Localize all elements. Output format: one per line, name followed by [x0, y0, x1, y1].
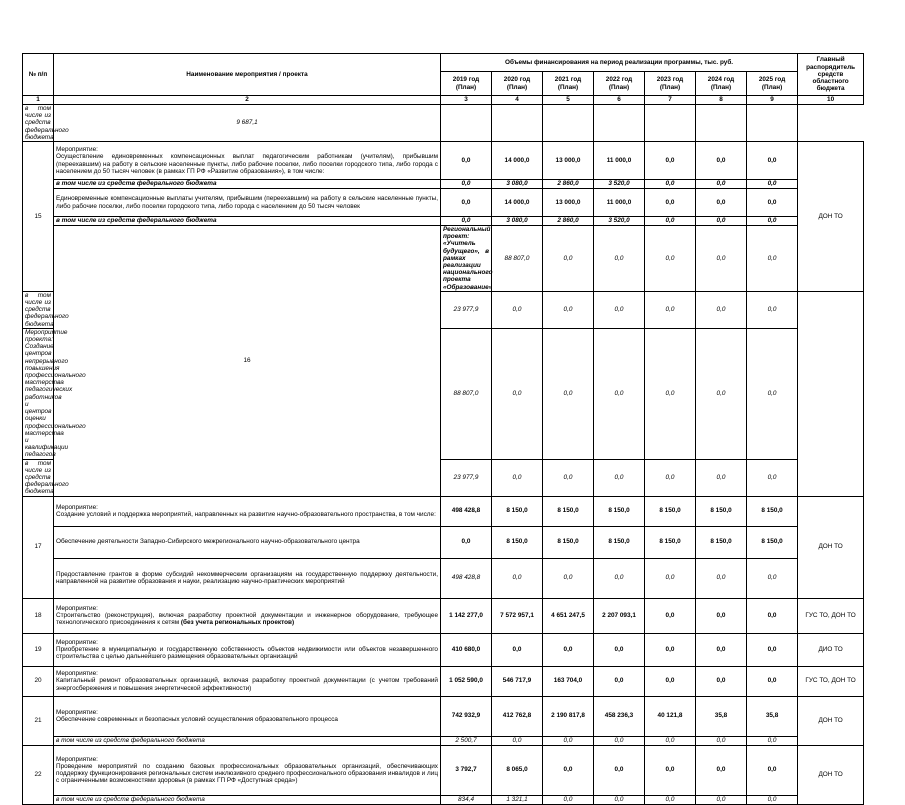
table-row [23, 696, 864, 736]
funding-value: 0,0 [645, 189, 696, 217]
funding-value: 0,0 [645, 598, 696, 633]
row-number: 15 [23, 142, 54, 292]
funding-value: 0,0 [492, 633, 543, 666]
funding-value: 4 651 247,5 [543, 598, 594, 633]
funding-value: 0,0 [594, 558, 645, 598]
funding-value: 546 717,9 [492, 666, 543, 696]
row-number: 20 [23, 666, 54, 696]
table-row [23, 526, 864, 558]
column-index: 3 [441, 96, 492, 105]
funding-value: 0,0 [747, 328, 798, 459]
column-index: 8 [696, 96, 747, 105]
funding-value: 0,0 [747, 189, 798, 217]
table-row [23, 795, 864, 804]
funding-value: 0,0 [645, 226, 696, 292]
funding-value: 0,0 [441, 142, 492, 180]
funding-value: 0,0 [441, 526, 492, 558]
table-row [23, 736, 864, 745]
funding-value: 742 932,9 [441, 696, 492, 736]
header-name: Наименование мероприятия / проекта [54, 54, 441, 96]
funding-value: 0,0 [747, 142, 798, 180]
row-number: 16 [54, 226, 441, 497]
funding-value: 0,0 [696, 226, 747, 292]
funding-value: 2 500,7 [441, 736, 492, 745]
activity-name: Мероприятие: Строительство (реконструкция), включая разработку проектной документации и инженерное оборудование, требующее технологического присоединения к сетям (без учета региональных проектов) [54, 598, 441, 633]
funding-value: 0,0 [594, 795, 645, 804]
table-row [23, 558, 864, 598]
funding-value: 8 150,0 [492, 526, 543, 558]
funding-value: 8 150,0 [747, 526, 798, 558]
funding-value: 0,0 [492, 736, 543, 745]
funding-value: 0,0 [696, 291, 747, 328]
funding-value: 0,0 [696, 459, 747, 496]
header-year: 2020 год (План) [492, 72, 543, 96]
funding-value: 3 792,7 [441, 745, 492, 795]
row-number: 21 [23, 696, 54, 745]
activity-name: в том числе из средств федерального бюджета [23, 105, 54, 142]
funding-value: 0,0 [594, 459, 645, 496]
funding-value: 0,0 [696, 598, 747, 633]
funding-value: 0,0 [645, 795, 696, 804]
funding-value: 0,0 [645, 459, 696, 496]
funding-value [492, 105, 543, 142]
funding-value: 3 520,0 [594, 217, 645, 226]
activity-name: Мероприятие: Создание условий и поддержка мероприятий, направленных на развитие научно-образовательного пространства, в том числе: [54, 496, 441, 526]
funding-value: 0,0 [696, 736, 747, 745]
funding-value: 0,0 [645, 180, 696, 189]
funding-value: 0,0 [543, 633, 594, 666]
activity-name-note: (без учета региональных проектов) [179, 619, 295, 627]
funding-value: 1 142 277,0 [441, 598, 492, 633]
funding-value: 0,0 [747, 633, 798, 666]
funding-value: 88 807,0 [441, 328, 492, 459]
funding-value: 0,0 [543, 736, 594, 745]
header-funding: Объемы финансирования на период реализации программы, тыс. руб. [441, 54, 798, 72]
table-row [23, 666, 864, 696]
funding-value: 11 000,0 [594, 142, 645, 180]
funding-value: 0,0 [747, 558, 798, 598]
column-index: 2 [54, 96, 441, 105]
funding-value [594, 105, 645, 142]
funding-value: 0,0 [747, 598, 798, 633]
funding-value: 0,0 [696, 795, 747, 804]
funding-value: 8 150,0 [645, 526, 696, 558]
header-year: 2023 год (План) [645, 72, 696, 96]
funding-value: 8 065,0 [492, 745, 543, 795]
activity-name: в том числе из средств федерального бюджета [54, 217, 441, 226]
funding-value: 0,0 [543, 459, 594, 496]
funding-value: 834,4 [441, 795, 492, 804]
funding-value: 0,0 [696, 189, 747, 217]
activity-name: Мероприятие: Приобретение в муниципальную и государственную собственность объектов недвижимости или объектов незавершенного строительства с целью дальнейшего размещения образовательных организаций [54, 633, 441, 666]
funding-value: 14 000,0 [492, 142, 543, 180]
funding-value [543, 105, 594, 142]
table-row [23, 189, 864, 217]
funding-value: 0,0 [594, 666, 645, 696]
funding-value: 0,0 [492, 459, 543, 496]
activity-name: в том числе из средств федерального бюджета [54, 180, 441, 189]
funding-value: 14 000,0 [492, 189, 543, 217]
activity-name: Мероприятие проекта: Создание центров непрерывного повышения профессионального мастерства педагогических работников и центров оценки профессионального мастерства и квалификации педагогов [23, 328, 54, 459]
activity-name: в том числе из средств федерального бюджета [54, 736, 441, 745]
funding-value [645, 105, 696, 142]
funding-value: 8 150,0 [645, 496, 696, 526]
row-number: 19 [23, 633, 54, 666]
column-index: 10 [798, 96, 864, 105]
funding-value: 0,0 [696, 633, 747, 666]
funding-value: 8 150,0 [543, 496, 594, 526]
funding-value: 0,0 [645, 633, 696, 666]
funding-value: 0,0 [645, 558, 696, 598]
funding-value [441, 105, 492, 142]
table-row [23, 105, 864, 142]
funding-value: 0,0 [594, 736, 645, 745]
table-row [23, 217, 864, 226]
budget-manager: ГУС ТО, ДОН ТО [798, 598, 864, 633]
funding-value: 0,0 [747, 745, 798, 795]
column-index: 5 [543, 96, 594, 105]
funding-value: 410 680,0 [441, 633, 492, 666]
funding-value: 8 150,0 [696, 496, 747, 526]
funding-value: 498 428,8 [441, 496, 492, 526]
budget-manager: ДИО ТО [798, 633, 864, 666]
funding-value: 8 150,0 [696, 526, 747, 558]
table-row [23, 598, 864, 633]
funding-value: 0,0 [747, 291, 798, 328]
row-number: 17 [23, 496, 54, 598]
funding-value: 0,0 [696, 217, 747, 226]
funding-value: 13 000,0 [543, 189, 594, 217]
funding-value: 2 860,0 [543, 217, 594, 226]
funding-value: 0,0 [747, 180, 798, 189]
funding-value: 0,0 [594, 226, 645, 292]
budget-manager: ДОН ТО [798, 496, 864, 598]
funding-value: 11 000,0 [594, 189, 645, 217]
funding-value: 3 520,0 [594, 180, 645, 189]
funding-value: 2 207 093,1 [594, 598, 645, 633]
budget-manager: ДОН ТО [798, 745, 864, 804]
funding-value: 3 080,0 [492, 217, 543, 226]
funding-value: 0,0 [645, 736, 696, 745]
funding-value: 0,0 [645, 328, 696, 459]
header-year: 2021 год (План) [543, 72, 594, 96]
funding-value: 1 052 590,0 [441, 666, 492, 696]
funding-value: 0,0 [441, 217, 492, 226]
activity-name: Предоставление грантов в форме субсидий некоммерческим организациям на государственную поддержку деятельности, направленной на развитие образования и науки, реализацию научно-практических мероприятий [54, 558, 441, 598]
activity-name: Мероприятие: Капитальный ремонт образовательных организаций, включая разработку проектной документации (с учетом требований энергосбережения и повышения энергетической эффективности) [54, 666, 441, 696]
funding-value: 0,0 [492, 558, 543, 598]
column-index: 9 [747, 96, 798, 105]
activity-name: в том числе из средств федерального бюджета [54, 795, 441, 804]
funding-value: 0,0 [543, 795, 594, 804]
activity-name: в том числе из средств федерального бюджета [23, 459, 54, 496]
funding-value: 8 150,0 [747, 496, 798, 526]
budget-manager: ДОН ТО [798, 696, 864, 745]
header-year: 2022 год (План) [594, 72, 645, 96]
funding-value: 1 321,1 [492, 795, 543, 804]
funding-value: 0,0 [492, 291, 543, 328]
funding-value: 163 704,0 [543, 666, 594, 696]
budget-table [22, 53, 864, 805]
header-num: № п/п [23, 54, 54, 96]
funding-value: 0,0 [696, 558, 747, 598]
row-number: 18 [23, 598, 54, 633]
funding-value: 0,0 [543, 226, 594, 292]
activity-name: Обеспечение деятельности Западно-Сибирского межрегионального научно-образовательного центра [54, 526, 441, 558]
activity-name: Региональный проект: «Учитель будущего», в рамках реализации национального проекта «Образование» [441, 226, 492, 292]
budget-manager: ГУС ТО, ДОН ТО [798, 666, 864, 696]
header-year: 2024 год (План) [696, 72, 747, 96]
column-index: 1 [23, 96, 54, 105]
funding-value: 2 190 817,8 [543, 696, 594, 736]
funding-value: 23 977,9 [441, 459, 492, 496]
funding-value: 0,0 [696, 142, 747, 180]
funding-value: 0,0 [645, 666, 696, 696]
funding-value: 13 000,0 [543, 142, 594, 180]
funding-value: 0,0 [441, 180, 492, 189]
table-row [23, 226, 864, 292]
activity-name: Единовременные компенсационные выплаты учителям, прибывшим (переехавшим) на работу в сельские населенные пункты, либо рабочие поселки, либо поселки городского типа, либо города с населением до 50 тысяч человек [54, 189, 441, 217]
funding-value: 0,0 [696, 180, 747, 189]
funding-value: 0,0 [696, 328, 747, 459]
row-number: 22 [23, 745, 54, 804]
funding-value: 0,0 [594, 745, 645, 795]
budget-manager: ДОН ТО [798, 142, 864, 292]
table-row [23, 496, 864, 526]
activity-name: Мероприятие: Проведение мероприятий по созданию базовых профессиональных образовательных организаций, обеспечивающих поддержку функционирования региональных систем инклюзивного среднего профессионального образования инвалидов и лиц с ограниченными возможностями здоровья (в рамках ГП РФ «Доступная среда») [54, 745, 441, 795]
funding-value: 0,0 [594, 291, 645, 328]
header-manager: Главный распорядитель средств областного бюджета [798, 54, 864, 96]
funding-value: 35,8 [696, 696, 747, 736]
funding-value: 0,0 [543, 328, 594, 459]
table-row [23, 180, 864, 189]
funding-value: 0,0 [543, 745, 594, 795]
funding-value: 0,0 [645, 745, 696, 795]
column-index: 4 [492, 96, 543, 105]
funding-value: 9 687,1 [54, 105, 441, 142]
funding-value: 0,0 [645, 142, 696, 180]
funding-value: 0,0 [543, 291, 594, 328]
funding-value: 8 150,0 [594, 526, 645, 558]
funding-value: 0,0 [747, 666, 798, 696]
funding-value: 0,0 [747, 459, 798, 496]
column-index: 6 [594, 96, 645, 105]
funding-value: 0,0 [492, 328, 543, 459]
activity-name: Мероприятие: Обеспечение современных и безопасных условий осуществления образовательного процесса [54, 696, 441, 736]
funding-value: 8 150,0 [543, 526, 594, 558]
funding-value: 0,0 [543, 558, 594, 598]
funding-value: 8 150,0 [492, 496, 543, 526]
funding-value: 0,0 [441, 189, 492, 217]
budget-manager [747, 105, 798, 142]
funding-value: 498 428,8 [441, 558, 492, 598]
funding-value: 40 121,8 [645, 696, 696, 736]
funding-value [696, 105, 747, 142]
funding-value: 0,0 [747, 217, 798, 226]
funding-value: 3 080,0 [492, 180, 543, 189]
funding-value: 2 860,0 [543, 180, 594, 189]
table-row [23, 142, 864, 180]
funding-value: 0,0 [645, 291, 696, 328]
funding-value: 0,0 [594, 328, 645, 459]
funding-value: 8 150,0 [594, 496, 645, 526]
funding-value: 0,0 [747, 795, 798, 804]
funding-value: 88 807,0 [492, 226, 543, 292]
funding-value: 7 572 957,1 [492, 598, 543, 633]
table-row [23, 745, 864, 795]
funding-value: 0,0 [696, 745, 747, 795]
header-year: 2019 год (План) [441, 72, 492, 96]
funding-value: 0,0 [747, 736, 798, 745]
activity-name: Мероприятие: Осуществление единовременных компенсационных выплат педагогическим работникам (учителям), прибывшим (переехавшим) на работу в сельские населенные пункты, либо рабочие поселки, либо поселки городского типа, либо города с населением до 50 тысяч человек (в рамках ГП РФ «Развитие образования»), в том числе: [54, 142, 441, 180]
header-year: 2025 год (План) [747, 72, 798, 96]
funding-value: 23 977,9 [441, 291, 492, 328]
table-row [23, 633, 864, 666]
column-index: 7 [645, 96, 696, 105]
funding-value: 0,0 [696, 666, 747, 696]
funding-value: 0,0 [645, 217, 696, 226]
funding-value: 412 762,8 [492, 696, 543, 736]
funding-value: 35,8 [747, 696, 798, 736]
activity-name: в том числе из средств федерального бюджета [23, 291, 54, 328]
funding-value: 0,0 [747, 226, 798, 292]
funding-value: 0,0 [594, 633, 645, 666]
funding-value: 458 236,3 [594, 696, 645, 736]
